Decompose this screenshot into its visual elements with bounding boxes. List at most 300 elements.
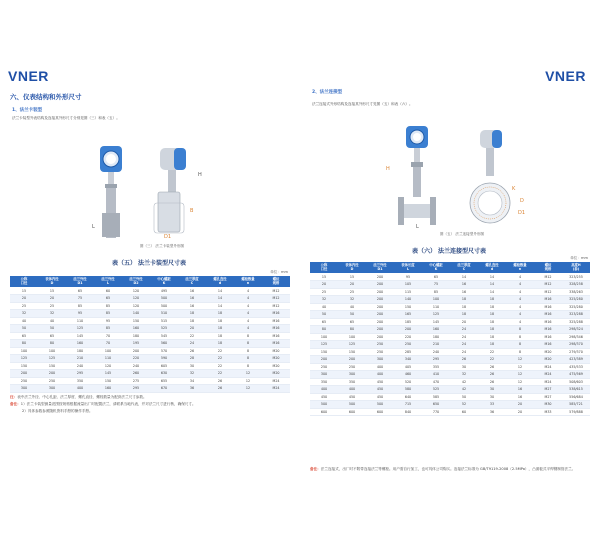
- table-cell: 20: [310, 281, 338, 289]
- table-cell: 640: [394, 393, 422, 401]
- table-cell: 4: [506, 318, 534, 326]
- table-cell: 200: [366, 311, 394, 319]
- table-cell: 50: [10, 325, 38, 333]
- table-row: [310, 393, 590, 401]
- table-cell: 16: [178, 295, 206, 303]
- table-cell: 200: [310, 356, 338, 364]
- side-view-drawing: [154, 148, 186, 233]
- table-cell: 100: [422, 296, 450, 304]
- table-cell: 300: [366, 356, 394, 364]
- table-cell: 85: [94, 325, 122, 333]
- table-row: [310, 333, 590, 341]
- table-cell: 180: [422, 333, 450, 341]
- table-cell: M16: [262, 310, 290, 318]
- table-cell: 18: [478, 333, 506, 341]
- table-cell: 150: [122, 317, 150, 325]
- table-cell: M20: [262, 370, 290, 378]
- remarks-label: 备注：: [310, 467, 321, 471]
- table-cell: 18: [478, 296, 506, 304]
- table-cell: 600: [338, 408, 366, 416]
- table-cell: 20: [450, 318, 478, 326]
- flowmeter-figure: [82, 128, 242, 238]
- table-cell: M12: [262, 287, 290, 295]
- table-cell: 520: [394, 378, 422, 386]
- table-cell: 16: [178, 302, 206, 310]
- column-header: 螺栓数量 n: [506, 262, 534, 273]
- table-cell: 240: [66, 362, 94, 370]
- table-cell: 20: [10, 295, 38, 303]
- table-cell: 325/280: [562, 303, 590, 311]
- table-cell: 52: [450, 401, 478, 409]
- table-cell: 24: [450, 341, 478, 349]
- table-cell: 105: [394, 281, 422, 289]
- table-cell: 323/255: [562, 273, 590, 281]
- table-cell: 770: [422, 408, 450, 416]
- column-header: 表体长度 L: [394, 262, 422, 273]
- table-row: [310, 341, 590, 349]
- column-header: 法兰厚度 C: [178, 276, 206, 287]
- table-cell: 50: [338, 311, 366, 319]
- table-cell: 298/324: [562, 326, 590, 334]
- table-row: [10, 355, 290, 363]
- table-cell: 22: [178, 332, 206, 340]
- table-cell: 8: [234, 355, 262, 363]
- dim-label-d1: D1: [164, 234, 172, 238]
- table-cell: 4: [234, 310, 262, 318]
- table-cell: 18: [478, 318, 506, 326]
- table-cell: 4: [506, 273, 534, 281]
- remark-1: [10, 401, 294, 407]
- table-cell: 40: [38, 317, 66, 325]
- table-row: [10, 310, 290, 318]
- table-cell: 95: [94, 317, 122, 325]
- table-cell: 16: [506, 393, 534, 401]
- table-cell: 26: [478, 371, 506, 379]
- table-cell: 60: [94, 287, 122, 295]
- table-cell: M27: [534, 393, 562, 401]
- table-cell: 200: [366, 333, 394, 341]
- table-cell: 18: [450, 311, 478, 319]
- table-cell: 300: [38, 385, 66, 393]
- table-cell: 18: [178, 310, 206, 318]
- table-cell: 400: [366, 363, 394, 371]
- table-cell: 14: [206, 302, 234, 310]
- table-cell: 279/370: [562, 348, 590, 356]
- table-cell: 8: [506, 348, 534, 356]
- table-cell: 20: [338, 281, 366, 289]
- table-cell: 423/389: [562, 356, 590, 364]
- table-row: [310, 303, 590, 311]
- table-cell: 508/603: [562, 378, 590, 386]
- dim-label-h: H: [198, 172, 202, 178]
- table-cell: 14: [206, 295, 234, 303]
- table-cell: 4: [234, 295, 262, 303]
- table-cell: 85: [94, 310, 122, 318]
- table-cell: 250: [366, 341, 394, 349]
- table-cell: M20: [262, 347, 290, 355]
- column-header: 法兰外径 D1: [366, 262, 394, 273]
- table-cell: 200: [366, 281, 394, 289]
- table-cell: 295: [66, 370, 94, 378]
- table-cell: 4: [234, 317, 262, 325]
- column-header: 法兰外径 D1: [66, 276, 94, 287]
- remark-text: 法兰连接式，出厂时不附带连接法兰等螺栓。用户需自行加工，也可具体公司购买。连接法兰标准为 GB/T9119-2008（2.5MPa），凸面板式平焊钢制管法兰。: [320, 467, 576, 471]
- table-cell: 32: [450, 371, 478, 379]
- table-cell: 65: [310, 318, 338, 326]
- table-row: [310, 348, 590, 356]
- flange-clamp-dimension-table: [10, 276, 290, 393]
- table-cell: 355: [422, 363, 450, 371]
- table-row: [10, 287, 290, 295]
- table-cell: 450: [366, 393, 394, 401]
- table-cell: M20: [262, 362, 290, 370]
- table-row: [310, 401, 590, 409]
- table-cell: 240: [122, 362, 150, 370]
- table-cell: 650: [422, 401, 450, 409]
- table-cell: 220: [122, 355, 150, 363]
- table-cell: 70: [94, 340, 122, 348]
- dim-label-h: H: [386, 166, 390, 172]
- table-cell: 295: [122, 385, 150, 393]
- table-cell: 18: [478, 341, 506, 349]
- table-cell: 200: [366, 288, 394, 296]
- table-cell: 165: [394, 311, 422, 319]
- table-row: [310, 288, 590, 296]
- table-cell: 18: [206, 332, 234, 340]
- table-cell: 435/533: [562, 363, 590, 371]
- table-row: [310, 273, 590, 281]
- table-cell: 200: [338, 356, 366, 364]
- table-cell: M20: [262, 355, 290, 363]
- dim-label-d: D: [520, 198, 524, 204]
- table-cell: 16: [178, 287, 206, 295]
- table-cell: 4: [234, 325, 262, 333]
- table-cell: 85: [66, 302, 94, 310]
- table-cell: 840: [394, 408, 422, 416]
- table-cell: 470: [422, 378, 450, 386]
- table-cell: 500: [150, 295, 178, 303]
- note-text: 表中法兰外径、中心孔距、法兰厚度、螺孔直径、螺栓数量为配套法兰尺寸参数。: [17, 395, 147, 399]
- brand-logo: VNER: [545, 68, 586, 84]
- table-cell: 545: [150, 332, 178, 340]
- table-cell: 125: [422, 311, 450, 319]
- table-cell: 8: [506, 333, 534, 341]
- table-row: [10, 370, 290, 378]
- table-cell: 160: [122, 325, 150, 333]
- table-cell: 670: [150, 385, 178, 393]
- table-cell: 40: [338, 303, 366, 311]
- table-cell: 600: [310, 408, 338, 416]
- table-cell: 338/263: [562, 288, 590, 296]
- table-cell: 500: [338, 401, 366, 409]
- column-header: 螺孔直径 d: [478, 262, 506, 273]
- table-cell: 585/721: [562, 401, 590, 409]
- table-cell: 4: [506, 288, 534, 296]
- table-cell: 15: [38, 287, 66, 295]
- column-header: 螺栓数量 n: [234, 276, 262, 287]
- column-header: 法兰外径 D2: [122, 276, 150, 287]
- table-cell: 4: [506, 311, 534, 319]
- table-cell: 400: [338, 386, 366, 394]
- table-cell: 4: [234, 287, 262, 295]
- table-cell: 42: [450, 386, 478, 394]
- table-row: [10, 377, 290, 385]
- table-cell: 32: [178, 370, 206, 378]
- brand-logo: VNER: [8, 68, 49, 84]
- table-cell: 26: [178, 347, 206, 355]
- table-cell: M12: [262, 295, 290, 303]
- table-cell: 22: [206, 347, 234, 355]
- table-cell: 145: [94, 370, 122, 378]
- table-cell: 500: [150, 302, 178, 310]
- table-cell: 65: [94, 295, 122, 303]
- table-cell: 65: [10, 332, 38, 340]
- table-cell: 600: [366, 408, 394, 416]
- table-row: [10, 362, 290, 370]
- table-cell: 26: [478, 363, 506, 371]
- table-cell: 200: [366, 326, 394, 334]
- column-header: 公称 口径: [310, 262, 338, 273]
- table-cell: 195: [122, 340, 150, 348]
- table-cell: 100: [10, 347, 38, 355]
- table-cell: 65: [338, 318, 366, 326]
- table-cell: 125: [10, 355, 38, 363]
- table-row: [310, 378, 590, 386]
- table-cell: 250: [310, 363, 338, 371]
- table-cell: 4: [506, 296, 534, 304]
- table-cell: 515: [150, 317, 178, 325]
- table-cell: 50: [310, 311, 338, 319]
- table-cell: 18: [206, 317, 234, 325]
- table-cell: 22: [478, 356, 506, 364]
- table-cell: 36: [478, 408, 506, 416]
- table-cell: 60: [450, 408, 478, 416]
- table-cell: 495: [150, 287, 178, 295]
- table-cell: 300: [10, 385, 38, 393]
- table-cell: 26: [450, 356, 478, 364]
- table-cell: 250: [366, 348, 394, 356]
- table-cell: 28: [178, 355, 206, 363]
- table-cell: 16: [450, 281, 478, 289]
- table-cell: M20: [534, 356, 562, 364]
- table-cell: 150: [10, 362, 38, 370]
- table-row: [310, 326, 590, 334]
- table-row: [310, 371, 590, 379]
- table-row: [310, 296, 590, 304]
- table-cell: 323/288: [562, 311, 590, 319]
- table-cell: 8: [234, 362, 262, 370]
- table-cell: 40: [310, 303, 338, 311]
- table-cell: 50: [38, 325, 66, 333]
- table-cell: M16: [534, 296, 562, 304]
- table-cell: 160: [94, 385, 122, 393]
- table-row: [310, 311, 590, 319]
- table-cell: 295: [422, 356, 450, 364]
- table-cell: 400: [310, 386, 338, 394]
- column-header: 螺纹 规格: [534, 262, 562, 273]
- table-row: [10, 385, 290, 393]
- table-cell: M24: [534, 371, 562, 379]
- table-cell: 16: [450, 288, 478, 296]
- table-cell: 32: [10, 310, 38, 318]
- table-cell: 14: [450, 273, 478, 281]
- column-header: 高度H (参): [562, 262, 590, 273]
- table-cell: 4: [506, 303, 534, 311]
- table-cell: 30: [478, 393, 506, 401]
- table-cell: 580: [394, 386, 422, 394]
- table-cell: M12: [534, 273, 562, 281]
- table-cell: 14: [206, 287, 234, 295]
- table-cell: 450: [338, 393, 366, 401]
- table-cell: M24: [534, 378, 562, 386]
- table-note: [10, 394, 294, 400]
- table-cell: 32: [310, 296, 338, 304]
- table-cell: 24: [450, 348, 478, 356]
- table-cell: 410: [422, 371, 450, 379]
- table-cell: 510: [150, 310, 178, 318]
- section-title: 六、仪表结构和外形尺寸: [10, 93, 82, 101]
- table-cell: 80: [310, 326, 338, 334]
- table-cell: 630: [150, 370, 178, 378]
- table-cell: M16: [534, 326, 562, 334]
- table-cell: 65: [66, 287, 94, 295]
- table-cell: 22: [206, 355, 234, 363]
- table-row: [10, 332, 290, 340]
- table-cell: 150: [338, 348, 366, 356]
- table-cell: 200: [366, 303, 394, 311]
- column-header: 螺纹 规格: [262, 276, 290, 287]
- table-cell: 100: [38, 347, 66, 355]
- table-cell: 18: [478, 311, 506, 319]
- column-header: 表体内径 D: [38, 276, 66, 287]
- table-cell: M16: [534, 311, 562, 319]
- figure-caption: 图（五） 法兰连接型外形图: [439, 232, 485, 236]
- table-cell: 556/684: [562, 393, 590, 401]
- table-cell: 405: [394, 363, 422, 371]
- table-cell: 25: [38, 302, 66, 310]
- table-row: [10, 302, 290, 310]
- remark-2: 2）具体参数参照随机资料手册的操作手册。: [22, 409, 93, 413]
- table-cell: 400: [66, 385, 94, 393]
- table-cell: 200: [38, 370, 66, 378]
- table-cell: 100: [310, 333, 338, 341]
- dim-label-l: L: [92, 224, 95, 230]
- table-cell: 110: [66, 317, 94, 325]
- table-cell: 85: [94, 302, 122, 310]
- table-cell: 340: [394, 356, 422, 364]
- table-cell: 180: [122, 332, 150, 340]
- table-cell: 20: [506, 401, 534, 409]
- table-cell: 75: [422, 281, 450, 289]
- table-cell: 14: [478, 273, 506, 281]
- flowmeter-figure: [362, 118, 562, 228]
- table-cell: M20: [534, 348, 562, 356]
- dim-label-d1: D1: [518, 210, 526, 216]
- table-cell: 100: [94, 347, 122, 355]
- table-cell: 500: [310, 401, 338, 409]
- table-cell: 8: [234, 340, 262, 348]
- table-row: [10, 325, 290, 333]
- table-cell: 65: [422, 273, 450, 281]
- table-cell: 95: [66, 310, 94, 318]
- table-cell: M16: [534, 333, 562, 341]
- table-row: [10, 340, 290, 348]
- table-row: [310, 356, 590, 364]
- table-cell: 450: [310, 393, 338, 401]
- table-cell: 110: [94, 355, 122, 363]
- right-page: [302, 58, 596, 498]
- intro-paragraph: 法兰连接式外形结构及连接其外形尺寸见图（五）和表（六）。: [312, 102, 413, 106]
- table-cell: 80: [338, 326, 366, 334]
- table-cell: 20: [178, 325, 206, 333]
- column-header: 中心螺距 K: [422, 262, 450, 273]
- table-cell: 200: [366, 318, 394, 326]
- table-cell: 579/888: [562, 408, 590, 416]
- table-cell: 18: [178, 317, 206, 325]
- note-label: 注：: [10, 395, 18, 399]
- table-cell: 125: [38, 355, 66, 363]
- table-cell: 25: [338, 288, 366, 296]
- table-cell: M16: [262, 340, 290, 348]
- intro-paragraph: 法兰卡装型外表结构及连接其外形尺寸分别见图（三）和表（五）。: [12, 116, 120, 120]
- table-cell: M24: [262, 385, 290, 393]
- table-cell: 350: [338, 378, 366, 386]
- table-row: [10, 347, 290, 355]
- table-cell: 110: [422, 303, 450, 311]
- table-cell: 4: [234, 302, 262, 310]
- table-cell: 210: [66, 355, 94, 363]
- table-cell: 65: [38, 332, 66, 340]
- table-cell: M16: [262, 325, 290, 333]
- table-cell: 4: [506, 281, 534, 289]
- column-header: 中心螺距 K: [150, 276, 178, 287]
- table-title: 表（五） 法兰卡装型尺寸表: [111, 260, 187, 267]
- table-cell: 120: [122, 295, 150, 303]
- table-row: [310, 281, 590, 289]
- table-cell: 200: [10, 370, 38, 378]
- table-cell: 80: [38, 340, 66, 348]
- table-cell: 200: [394, 326, 422, 334]
- table-cell: 250: [10, 377, 38, 385]
- table-cell: 26: [206, 385, 234, 393]
- table-cell: 525: [150, 325, 178, 333]
- table-row: [310, 318, 590, 326]
- table-cell: 260: [122, 370, 150, 378]
- table-cell: M12: [534, 288, 562, 296]
- column-header: 螺孔直径 d: [206, 276, 234, 287]
- sub-title: 1、法兰卡装型: [12, 108, 43, 113]
- table-cell: 26: [206, 377, 234, 385]
- sub-title: 2、法兰连接型: [312, 90, 343, 95]
- table-cell: 220: [394, 333, 422, 341]
- table-cell: 300: [338, 371, 366, 379]
- table-cell: 590: [150, 355, 178, 363]
- table-cell: 16: [506, 386, 534, 394]
- table-cell: 80: [10, 340, 38, 348]
- table-cell: 12: [506, 363, 534, 371]
- table-cell: 250: [38, 377, 66, 385]
- table-row: [10, 295, 290, 303]
- table-cell: 125: [310, 341, 338, 349]
- table-cell: 605: [150, 362, 178, 370]
- table-cell: 12: [234, 385, 262, 393]
- table-cell: 150: [310, 348, 338, 356]
- figure-caption: 图（三） 法兰卡装型外形图: [139, 244, 185, 248]
- table-cell: 70: [94, 332, 122, 340]
- table-cell: 145: [66, 332, 94, 340]
- front-view-drawing: [398, 126, 436, 225]
- table-cell: 18: [478, 326, 506, 334]
